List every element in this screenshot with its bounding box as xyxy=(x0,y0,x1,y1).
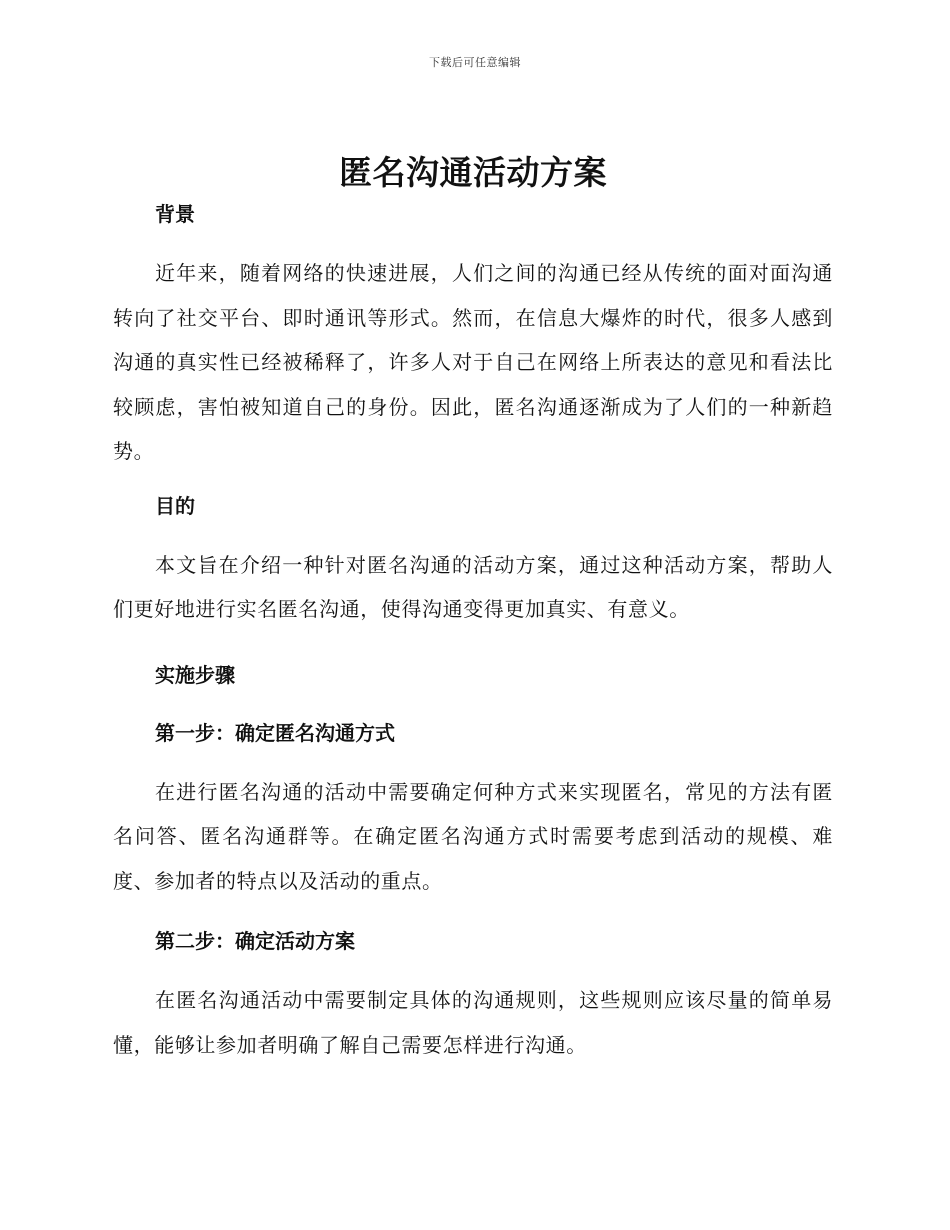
document-body xyxy=(113,150,833,1067)
step1-heading: 第一步：确定匿名沟通方式 xyxy=(155,720,395,745)
paragraph-purpose: 本文旨在介绍一种针对匿名沟通的活动方案，通过这种活动方案，帮助人们更好地进行实名匿名沟通，使得沟通变得更加真实、有意义。 xyxy=(113,552,833,621)
step2-heading: 第二步：确定活动方案 xyxy=(155,929,355,953)
page-header-note: 下载后可任意编辑 xyxy=(429,56,521,69)
section-heading-purpose: 目的 xyxy=(155,493,195,518)
paragraph-step1: 在进行匿名沟通的活动中需要确定何种方式来实现匿名，常见的方法有匿名问答、匿名沟通群等。在确定匿名沟通方式时需要考虑到活动的规模、难度、参加者的特点以及活动的重点。 xyxy=(113,779,833,893)
document-title: 匿名沟通活动方案 xyxy=(339,153,607,192)
paragraph-step2: 在匿名沟通活动中需要制定具体的沟通规则，这些规则应该尽量的简单易懂，能够让参加者明确了解自己需要怎样进行沟通。 xyxy=(113,988,833,1057)
section-heading-background: 背景 xyxy=(155,202,195,226)
section-heading-steps: 实施步骤 xyxy=(155,662,235,687)
paragraph-background: 近年来，随着网络的快速进展，人们之间的沟通已经从传统的面对面沟通转向了社交平台、即时通讯等形式。然而，在信息大爆炸的时代，很多人感到沟通的真实性已经被稀释了，许多人对于自己在网络上所表达的意见和看法比较顾虑，害怕被知道自己的身份。因此，匿名沟通逐渐成为了人们的一种新趋势。 xyxy=(113,261,833,463)
